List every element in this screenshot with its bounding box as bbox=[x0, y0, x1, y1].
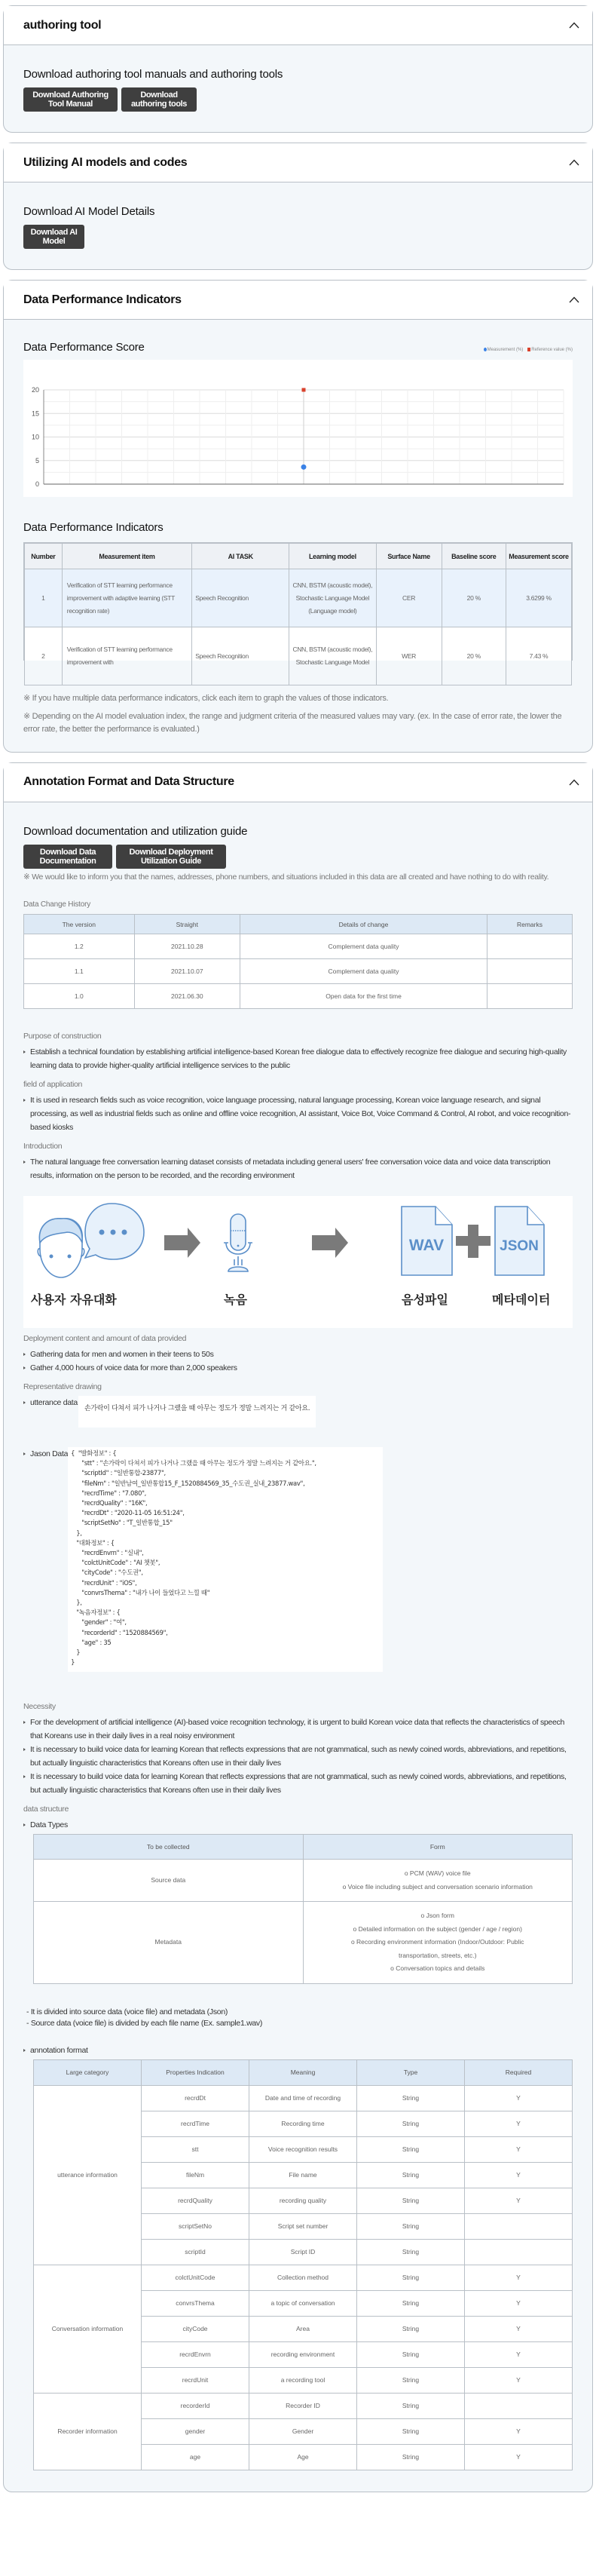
chart-title: Data Performance Score bbox=[23, 341, 145, 354]
list-item: Gather 4,000 hours of voice data for more than 2,000 speakers bbox=[23, 1361, 573, 1375]
cell-surface: CER bbox=[376, 569, 442, 627]
structure-line: - It is divided into source data (voice file) and metadata (Json) bbox=[26, 2007, 228, 2016]
cell-number: 1 bbox=[25, 569, 63, 627]
chevron-up-icon[interactable] bbox=[567, 155, 582, 170]
form-line: o Voice file including subject and conversation scenario information bbox=[342, 1882, 533, 1891]
field-label: field of application bbox=[23, 1080, 83, 1089]
table-cell: Y bbox=[465, 2188, 573, 2213]
table-cell bbox=[465, 2239, 573, 2265]
table-cell: scriptSetNo bbox=[142, 2213, 249, 2239]
table-cell: Age bbox=[249, 2444, 357, 2470]
column-header: Required bbox=[465, 2059, 573, 2085]
table-cell: a topic of conversation bbox=[249, 2290, 357, 2316]
chart-legend bbox=[484, 348, 573, 352]
table-cell: String bbox=[357, 2265, 465, 2290]
cell-score: 3.6299 % bbox=[506, 569, 572, 627]
table-cell: String bbox=[357, 2136, 465, 2162]
download-ai-model-button[interactable]: Download AI Model bbox=[23, 225, 84, 249]
download-authoring-tools-button[interactable]: Download authoring tools bbox=[121, 87, 197, 112]
table-cell: convrsThema bbox=[142, 2290, 249, 2316]
list-item: It is used in research fields such as voice recognition, voice language processing, natural language processing, Korean voice language research, and signal processing, as well as industrial fields such as online and offline voice recognition, AI assistant, Voice Bot, Voice Command & Control, AI robot, and voice recognition-based kiosks bbox=[23, 1093, 573, 1134]
deployment-list bbox=[23, 1348, 573, 1375]
ai-models-panel bbox=[3, 143, 593, 270]
table-cell: scriptId bbox=[142, 2239, 249, 2265]
table-cell: recrdQuality bbox=[142, 2188, 249, 2213]
table-cell: String bbox=[357, 2162, 465, 2188]
column-header: Type bbox=[357, 2059, 465, 2085]
table-cell: String bbox=[357, 2316, 465, 2341]
table-cell: fileNm bbox=[142, 2162, 249, 2188]
table-cell: Collection method bbox=[249, 2265, 357, 2290]
cell-score: 7.43 % bbox=[506, 627, 572, 685]
list-item: It is necessary to build voice data for learning Korean that reflects expressions that are not grammatical, such as newly coined words, abbreviations, and repetitions, but actually linguistic characteristics that Koreans often use in their daily lives bbox=[23, 1770, 573, 1797]
column-header: To be collected bbox=[34, 1835, 304, 1860]
utterance-data-item bbox=[23, 1396, 573, 1428]
json-file-icon bbox=[495, 1207, 544, 1275]
structure-line: - Source data (voice file) is divided by each file name (Ex. sample1.wav) bbox=[26, 2019, 263, 2029]
y-tick-label: 10 bbox=[31, 433, 39, 441]
table-cell: String bbox=[357, 2367, 465, 2393]
introduction-list bbox=[23, 1155, 573, 1182]
table-cell: Date and time of recording bbox=[249, 2085, 357, 2111]
y-tick-label: 5 bbox=[35, 456, 39, 465]
annotation-format-table bbox=[33, 2059, 573, 2470]
table-cell: Y bbox=[465, 2418, 573, 2444]
panel-title: Data Performance Indicators bbox=[23, 293, 182, 306]
download-data-documentation-button[interactable]: Download Data Documentation bbox=[23, 845, 112, 869]
section-heading: Download documentation and utilization guide bbox=[23, 824, 248, 838]
svg-text:JSON: JSON bbox=[500, 1238, 539, 1254]
table-cell: Y bbox=[465, 2367, 573, 2393]
utterance-label: utterance data bbox=[30, 1398, 78, 1407]
column-header: Large category bbox=[34, 2059, 142, 2085]
person-icon bbox=[38, 1219, 84, 1277]
form-line: o Detailed information on the subject (gender / age / region) bbox=[353, 1924, 522, 1933]
performance-note-2: ※ Depending on the AI model evaluation index, the range and judgment criteria of the measured values may vary. (ex. In the case of error rate, the lower the error rate, the better the performance is evaluated.) bbox=[23, 711, 562, 734]
list-item: The natural language free conversation learning dataset consists of metadata including general users' free conversation voice data and voice data transcription results, information on the person to be recorded, and the recording environment bbox=[23, 1155, 573, 1182]
legend-item-measurement[interactable]: Measurement (%) bbox=[484, 348, 524, 352]
column-header: AI TASK bbox=[192, 544, 289, 569]
table-title: Data Performance Indicators bbox=[23, 521, 164, 534]
cell-task: Speech Recognition bbox=[192, 569, 289, 627]
performance-chart bbox=[23, 360, 573, 497]
table-cell: 1.0 bbox=[24, 984, 135, 1009]
table-cell: Complement data quality bbox=[240, 934, 487, 959]
diagram-label-audio-file: 음성파일 bbox=[402, 1293, 448, 1307]
y-tick-label: 15 bbox=[31, 409, 39, 418]
table-cell: Y bbox=[465, 2316, 573, 2341]
data-types-label: Data Types bbox=[23, 1818, 573, 1832]
table-cell: Y bbox=[465, 2265, 573, 2290]
arrow-right-icon bbox=[164, 1228, 200, 1258]
cell-model: CNN, BSTM (acoustic model), Stochastic Language Model (Language model) bbox=[289, 569, 376, 627]
column-header: Meaning bbox=[249, 2059, 357, 2085]
column-header: Surface Name bbox=[376, 544, 442, 569]
panel-title: authoring tool bbox=[23, 18, 102, 32]
process-diagram bbox=[23, 1196, 573, 1328]
legend-item-reference[interactable]: Reference value (%) bbox=[527, 348, 573, 352]
chevron-up-icon[interactable] bbox=[567, 774, 582, 790]
chart-svg bbox=[23, 360, 580, 497]
table-cell: Gender bbox=[249, 2418, 357, 2444]
category-cell: Recorder information bbox=[34, 2393, 142, 2470]
list-item: For the development of artificial intelligence (AI)-based voice recognition technology, it is urgent to build Korean voice data that reflects the characteristics of speech that Koreans use in their daily lives in a real noisy environment bbox=[23, 1716, 573, 1743]
structure-description bbox=[26, 2007, 573, 2030]
cell-item: Verification of STT learning performance improvement with bbox=[62, 627, 191, 685]
table-cell: recording quality bbox=[249, 2188, 357, 2213]
column-header: Measurement item bbox=[62, 544, 191, 569]
table-cell: Y bbox=[465, 2444, 573, 2470]
y-tick-label: 0 bbox=[35, 480, 39, 488]
table-cell: Complement data quality bbox=[240, 959, 487, 984]
diagram-label-metadata: 메타데이터 bbox=[492, 1293, 551, 1307]
performance-note-1: ※ If you have multiple data performance indicators, click each item to graph the values of those indicators. bbox=[23, 694, 389, 703]
table-cell: Script set number bbox=[249, 2213, 357, 2239]
diagram-icons bbox=[23, 1196, 580, 1328]
speech-bubble-icon bbox=[85, 1204, 144, 1259]
download-manual-button[interactable]: Download Authoring Tool Manual bbox=[23, 87, 118, 112]
category-cell: Conversation information bbox=[34, 2265, 142, 2393]
json-sample: { "발화정보" : { "stt" : "손가락이 다쳐서 피가 나거나 그랬을 때 아무는 정도가 정말 느려지는 거 같아요.", "scriptId" : "일반통합-23877", "fileNm" : "일반남여_일반통합15_F_1520884569_35_수도권_실내_23877.wav", "recrdTime" : "7.080", "recrdQuality" : "16K", "recrdDt" : "2020-11-05 16:51:24", "scriptSetNo" : "T_일반통합_15" }, "대화정보" : { "recrdEnvrn" : "실내", "colctUnitCode" : "AI 챗봇", "cityCode" : "수도권", "recrdUnit" : "iOS", "convrsThema" : "내가 나이 들었다고 느낄 때" }, "녹음자정보" : { "gender" : "여", "recorderId" : "1520884569", "age" : 35 } } bbox=[68, 1447, 383, 1672]
y-tick-label: 20 bbox=[31, 386, 39, 394]
type-name: Metadata bbox=[34, 1902, 304, 1984]
column-header: Remarks bbox=[487, 915, 572, 934]
column-header: Measurement score bbox=[506, 544, 572, 569]
form-line: o PCM (WAV) voice file bbox=[404, 1869, 471, 1878]
table-row bbox=[34, 1860, 573, 1902]
category-cell: utterance information bbox=[34, 2085, 142, 2265]
type-name: Source data bbox=[34, 1860, 304, 1902]
table-cell: age bbox=[142, 2444, 249, 2470]
data-structure-label: data structure bbox=[23, 1805, 69, 1814]
table-cell: Y bbox=[465, 2136, 573, 2162]
table-cell: String bbox=[357, 2341, 465, 2367]
authoring-tool-header[interactable] bbox=[4, 6, 592, 45]
necessity-label: Necessity bbox=[23, 1702, 56, 1712]
performance-panel bbox=[3, 280, 593, 753]
table-cell: String bbox=[357, 2188, 465, 2213]
table-cell: Recorder ID bbox=[249, 2393, 357, 2418]
table-cell: String bbox=[357, 2444, 465, 2470]
table-cell: 1.1 bbox=[24, 959, 135, 984]
table-cell bbox=[487, 959, 572, 984]
column-header: Properties Indication bbox=[142, 2059, 249, 2085]
wav-file-icon bbox=[402, 1207, 452, 1275]
field-list bbox=[23, 1093, 573, 1134]
table-row bbox=[24, 934, 573, 959]
ai-models-header[interactable] bbox=[4, 143, 592, 182]
table-row bbox=[34, 2085, 573, 2111]
type-form bbox=[303, 1902, 573, 1984]
table-cell: Y bbox=[465, 2341, 573, 2367]
cell-number: 2 bbox=[25, 627, 63, 685]
table-cell: File name bbox=[249, 2162, 357, 2188]
representative-label: Representative drawing bbox=[23, 1382, 102, 1391]
panel-title: Annotation Format and Data Structure bbox=[23, 775, 234, 788]
table-cell: recrdDt bbox=[142, 2085, 249, 2111]
type-form bbox=[303, 1860, 573, 1902]
table-cell bbox=[487, 934, 572, 959]
column-header: Learning model bbox=[289, 544, 376, 569]
data-types-table bbox=[33, 1834, 573, 1984]
table-cell: stt bbox=[142, 2136, 249, 2162]
table-cell: String bbox=[357, 2213, 465, 2239]
table-cell: String bbox=[357, 2085, 465, 2111]
cell-model: CNN, BSTM (acoustic model), Stochastic Language Model bbox=[289, 627, 376, 685]
table-cell: cityCode bbox=[142, 2316, 249, 2341]
table-cell: Recording time bbox=[249, 2111, 357, 2136]
cell-item: Verification of STT learning performance improvement with adaptive learning (STT recognition rate) bbox=[62, 569, 191, 627]
table-cell: String bbox=[357, 2290, 465, 2316]
table-cell: Voice recognition results bbox=[249, 2136, 357, 2162]
deployment-label: Deployment content and amount of data provided bbox=[23, 1334, 187, 1343]
table-cell: Open data for the first time bbox=[240, 984, 487, 1009]
form-line: o Conversation topics and details bbox=[390, 1964, 485, 1973]
column-header: Form bbox=[303, 1835, 573, 1860]
form-line: o Recording environment information (Indoor/Outdoor: Public bbox=[350, 1938, 524, 1946]
table-row bbox=[34, 2265, 573, 2290]
table-cell: recrdTime bbox=[142, 2111, 249, 2136]
table-cell: recorderId bbox=[142, 2393, 249, 2418]
cell-baseline: 20 % bbox=[442, 569, 506, 627]
necessity-list bbox=[23, 1716, 573, 1797]
performance-table-scroll[interactable] bbox=[23, 542, 573, 666]
table-row bbox=[34, 1902, 573, 1984]
cell-task: Speech Recognition bbox=[192, 627, 289, 685]
table-cell: String bbox=[357, 2393, 465, 2418]
diagram-label-conversation: 사용자 자유대화 bbox=[31, 1293, 117, 1307]
form-line: o Json form bbox=[420, 1912, 454, 1920]
table-cell: Y bbox=[465, 2111, 573, 2136]
download-deployment-guide-button[interactable]: Download Deployment Utilization Guide bbox=[116, 845, 226, 869]
list-item: Establish a technical foundation by establishing artificial intelligence-based Korean free dialogue data to effectively recognize free dialogue and securing high-quality learning data to provide higher-quality artificial intelligence services to the public bbox=[23, 1045, 573, 1072]
json-data-item bbox=[23, 1447, 573, 1672]
change-history-label: Data Change History bbox=[23, 900, 91, 909]
table-cell: 2021.06.30 bbox=[134, 984, 240, 1009]
authoring-tool-panel bbox=[3, 5, 593, 133]
section-heading: Download AI Model Details bbox=[23, 205, 155, 218]
diagram-label-recording: 녹음 bbox=[224, 1293, 247, 1307]
table-cell: gender bbox=[142, 2418, 249, 2444]
form-line: transportation, streets, etc.) bbox=[399, 1951, 477, 1959]
table-cell: colctUnitCode bbox=[142, 2265, 249, 2290]
cell-surface: WER bbox=[376, 627, 442, 685]
annotation-format-label: annotation format bbox=[23, 2044, 573, 2057]
table-cell: 1.2 bbox=[24, 934, 135, 959]
purpose-label: Purpose of construction bbox=[23, 1032, 102, 1041]
cell-baseline: 20 % bbox=[442, 627, 506, 685]
table-cell: 2021.10.07 bbox=[134, 959, 240, 984]
disclaimer: ※ We would like to inform you that the names, addresses, phone numbers, and situations included in this data are all created and have nothing to do with reality. bbox=[23, 872, 549, 882]
plus-icon bbox=[456, 1225, 491, 1258]
performance-header[interactable] bbox=[4, 281, 592, 320]
table-cell: String bbox=[357, 2111, 465, 2136]
annotation-panel bbox=[3, 762, 593, 2492]
column-header: Baseline score bbox=[442, 544, 506, 569]
column-header: Straight bbox=[134, 915, 240, 934]
chevron-up-icon[interactable] bbox=[567, 18, 582, 33]
data-point-reference bbox=[302, 388, 306, 392]
table-cell: a recording tool bbox=[249, 2367, 357, 2393]
table-cell bbox=[465, 2393, 573, 2418]
svg-text:WAV: WAV bbox=[408, 1237, 445, 1254]
panel-title: Utilizing AI models and codes bbox=[23, 155, 188, 169]
microphone-icon bbox=[224, 1214, 252, 1271]
list-item: Gathering data for men and women in their teens to 50s bbox=[23, 1348, 573, 1361]
table-cell bbox=[465, 2213, 573, 2239]
table-cell: recording environment bbox=[249, 2341, 357, 2367]
section-heading: Download authoring tool manuals and authoring tools bbox=[23, 68, 283, 81]
chevron-up-icon[interactable] bbox=[567, 293, 582, 308]
table-row bbox=[34, 2393, 573, 2418]
arrow-right-icon bbox=[312, 1228, 348, 1258]
json-label: Jason Data bbox=[30, 1449, 69, 1458]
column-header: The version bbox=[24, 915, 135, 934]
list-item: It is necessary to build voice data for learning Korean that reflects expressions that are not grammatical, such as newly coined words, abbreviations, and repetitions, but actually linguistic characteristics that Koreans often use in their daily lives bbox=[23, 1743, 573, 1770]
purpose-list bbox=[23, 1045, 573, 1072]
table-row bbox=[24, 984, 573, 1009]
table-cell: Y bbox=[465, 2290, 573, 2316]
column-header: Number bbox=[25, 544, 63, 569]
table-cell: Y bbox=[465, 2162, 573, 2188]
table-cell: Area bbox=[249, 2316, 357, 2341]
column-header: Details of change bbox=[240, 915, 487, 934]
utterance-text: 손가락이 다쳐서 피가 나거나 그랬을 때 아무는 정도가 정말 느려지는 거 같아요. bbox=[78, 1396, 316, 1428]
table-row bbox=[24, 959, 573, 984]
table-cell: 2021.10.28 bbox=[134, 934, 240, 959]
table-cell: recrdUnit bbox=[142, 2367, 249, 2393]
table-cell: Script ID bbox=[249, 2239, 357, 2265]
table-row[interactable] bbox=[25, 569, 572, 627]
change-history-table bbox=[23, 914, 573, 1009]
introduction-label: Introduction bbox=[23, 1142, 63, 1151]
annotation-header[interactable] bbox=[4, 763, 592, 802]
table-cell: Y bbox=[465, 2085, 573, 2111]
table-cell bbox=[487, 984, 572, 1009]
table-cell: String bbox=[357, 2418, 465, 2444]
table-cell: String bbox=[357, 2239, 465, 2265]
data-point-measurement bbox=[301, 465, 307, 470]
table-cell: recrdEnvrn bbox=[142, 2341, 249, 2367]
